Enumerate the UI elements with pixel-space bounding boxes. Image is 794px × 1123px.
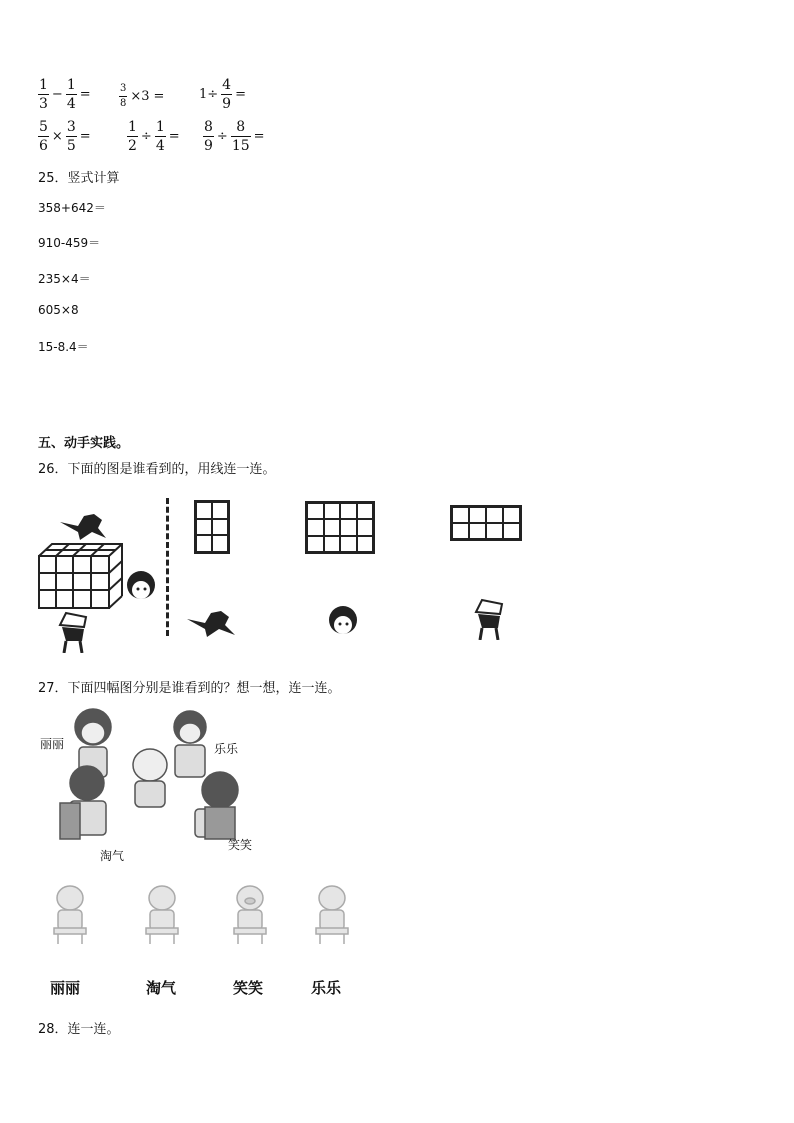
expr-3: 1÷ $\frac{4}{9}$ =	[199, 77, 246, 112]
q25-item-5: 15-8.4＝	[38, 340, 89, 354]
pig-view-icon	[230, 884, 270, 946]
fraction: $\frac{1}{2}$	[128, 119, 137, 154]
scene-label-lele: 乐乐	[214, 742, 239, 756]
children-scene-illustration	[55, 705, 255, 860]
bird-icon	[185, 605, 239, 639]
fraction: $\frac{1}{4}$	[155, 119, 165, 154]
fraction: $\frac{3}{8}$	[120, 83, 127, 109]
girl-head-icon	[326, 603, 360, 639]
expr-4: $\frac{5}{6}$ × $\frac{3}{5}$ =	[39, 119, 91, 154]
fraction: $\frac{3}{5}$	[66, 119, 76, 154]
boy-hat-icon	[472, 598, 506, 640]
fraction: $\frac{1}{4}$	[66, 77, 76, 112]
fraction: $\frac{1}{3}$	[39, 77, 48, 112]
cube-block	[38, 540, 123, 610]
scene-label-xiaoxiao: 笑笑	[228, 838, 253, 852]
q28-title: 28．连一连。	[38, 1022, 120, 1037]
name-lili: 丽丽	[50, 979, 81, 997]
q26-title: 26．下面的图是谁看到的，用线连一连。	[38, 462, 276, 477]
fraction: $\frac{8}{15}$	[231, 119, 250, 154]
bird-icon	[58, 510, 110, 542]
name-xiaoxiao: 笑笑	[233, 979, 264, 997]
fraction: $\frac{8}{9}$	[204, 119, 213, 154]
boy-hat-icon	[56, 611, 90, 653]
view-grid-2	[305, 501, 375, 554]
scene-label-taoqi: 淘气	[100, 849, 125, 863]
expr-2: $\frac{3}{8}$ ×3 =	[120, 83, 165, 109]
divider-dashed	[166, 498, 169, 636]
name-taoqi: 淘气	[146, 979, 177, 997]
q25-title: 25．竖式计算	[38, 171, 120, 186]
scene-label-lili: 丽丽	[40, 737, 65, 751]
girl-head-icon	[124, 568, 158, 604]
pig-view-icon	[50, 884, 90, 946]
expr-5: $\frac{1}{2}$ ÷ $\frac{1}{4}$ =	[128, 119, 180, 154]
q25-item-2: 910-459＝	[38, 236, 101, 250]
expr-1: $\frac{1}{3}$ − $\frac{1}{4}$ =	[39, 77, 91, 112]
q25-item-3: 235×4＝	[38, 272, 91, 286]
fraction: $\frac{5}{6}$	[39, 119, 48, 154]
q27-title: 27．下面四幅图分别是谁看到的？想一想，连一连。	[38, 681, 341, 696]
expr-6: $\frac{8}{9}$ ÷ $\frac{8}{15}$ =	[204, 119, 265, 154]
q25-item-1: 358+642＝	[38, 201, 106, 215]
name-lele: 乐乐	[311, 979, 342, 997]
view-grid-3	[450, 505, 522, 541]
pig-view-icon	[142, 884, 182, 946]
view-grid-1	[194, 500, 230, 554]
pig-view-icon	[312, 884, 352, 946]
fraction: $\frac{4}{9}$	[222, 77, 232, 112]
q25-item-4: 605×8	[38, 303, 79, 317]
section-heading: 五、动手实践。	[38, 436, 130, 451]
